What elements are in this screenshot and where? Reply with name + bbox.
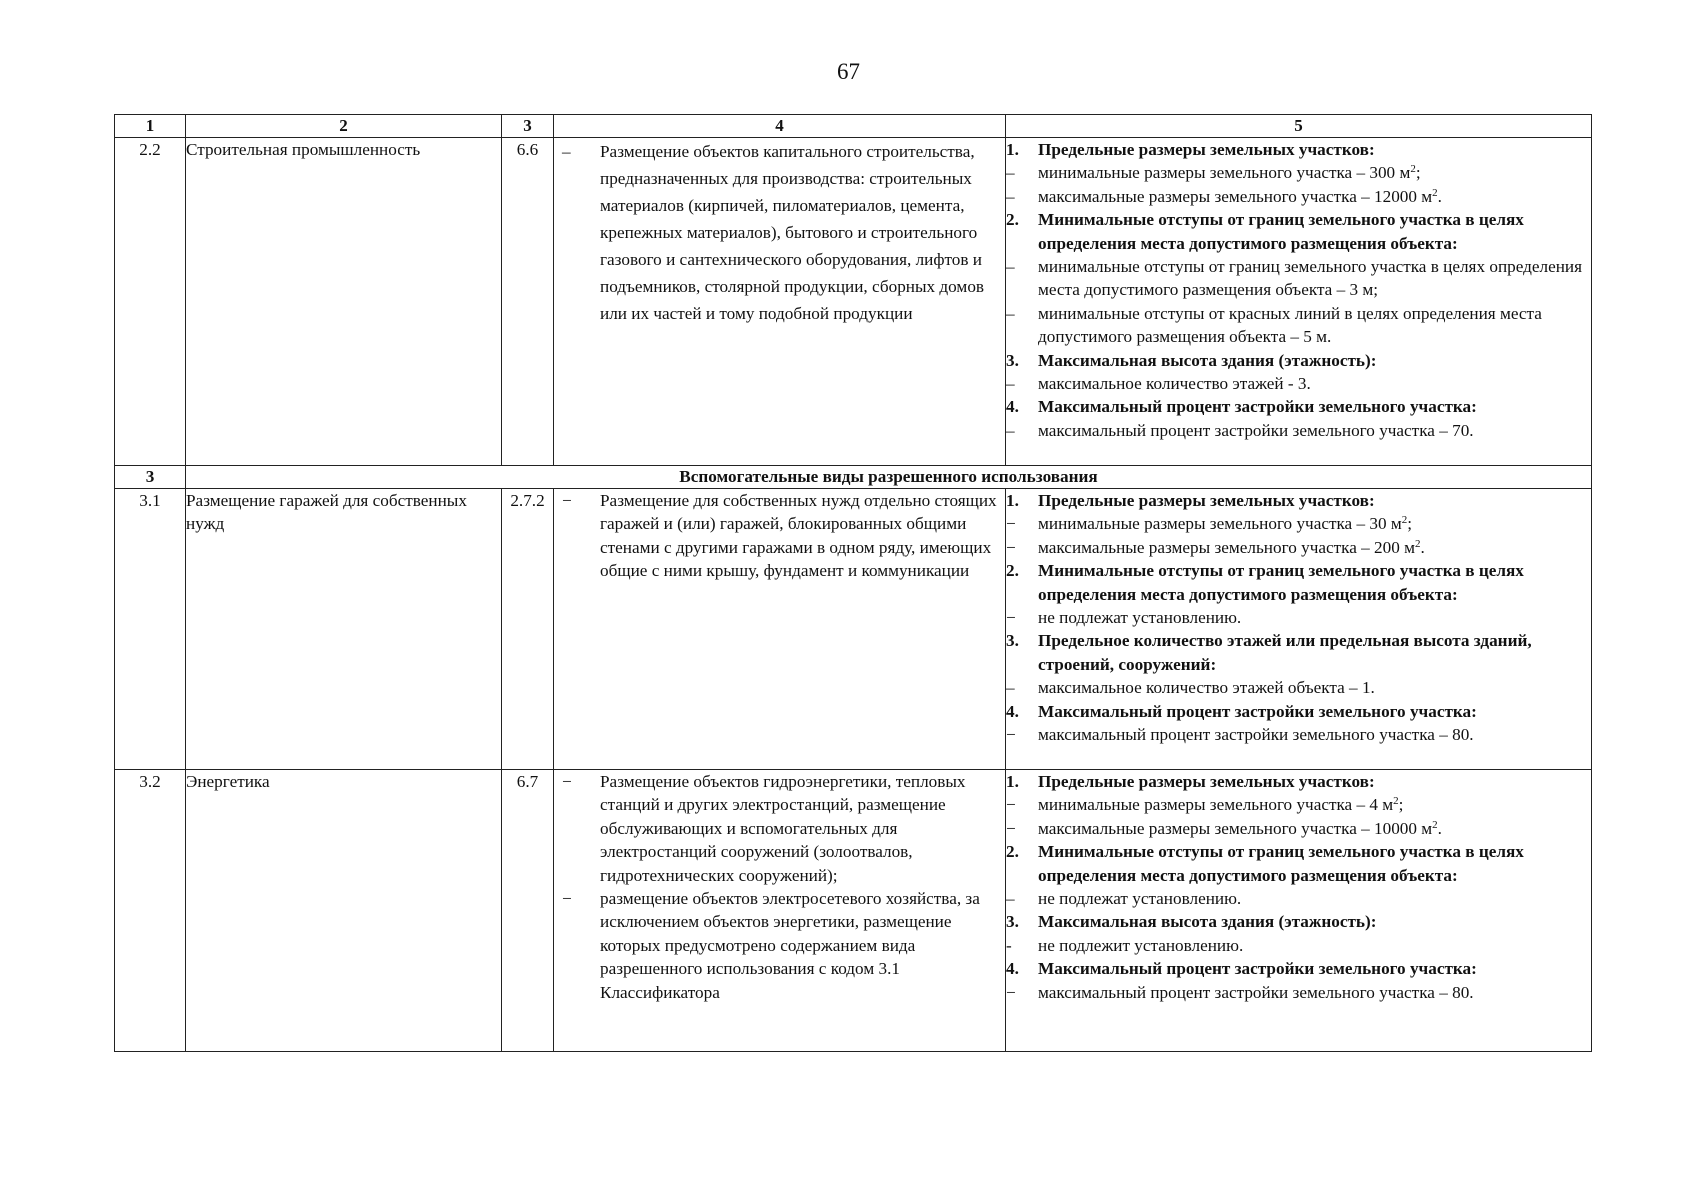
dash-marker: − bbox=[1006, 818, 1016, 838]
parameter-item bbox=[1006, 419, 1591, 442]
parameters-cell bbox=[1006, 489, 1592, 770]
parameter-text bbox=[1038, 395, 1591, 418]
parameter-text bbox=[1038, 793, 1591, 816]
parameter-text bbox=[1038, 887, 1591, 910]
dash-marker: − bbox=[1006, 725, 1016, 745]
parameter-text bbox=[1038, 723, 1591, 746]
description-item bbox=[554, 138, 1005, 327]
parameter-text bbox=[1038, 700, 1591, 723]
dash-marker: − bbox=[1006, 982, 1016, 1002]
column-header: 3 bbox=[502, 115, 554, 138]
superscript: 2 bbox=[1410, 163, 1416, 176]
parameter-text bbox=[1038, 302, 1591, 349]
parameter-text bbox=[1038, 676, 1591, 699]
description-text: Размещение для собственных нужд отдельно стоящих гаражей и (или) гаражей, блокированных общими стенами с другими гаражами в одном ряду, имеющих общие с ними крышу, фундамент и коммуникации bbox=[600, 491, 997, 581]
parameter-heading bbox=[1006, 770, 1591, 793]
dash-marker: – bbox=[1006, 420, 1015, 440]
dash-marker: − bbox=[1006, 537, 1016, 557]
parameter-text-main: максимальные размеры земельного участка – 10000 м bbox=[1038, 818, 1433, 838]
use-type-code: 6.6 bbox=[502, 138, 554, 466]
section-row bbox=[115, 466, 1592, 489]
parameter-heading bbox=[1006, 138, 1591, 161]
parameter-number: 4. bbox=[1006, 397, 1019, 417]
use-description bbox=[554, 770, 1006, 1052]
parameter-item bbox=[1006, 372, 1591, 395]
parameter-text bbox=[1038, 957, 1591, 980]
dash-marker: − bbox=[562, 491, 572, 510]
parameter-heading bbox=[1006, 629, 1591, 676]
dash-marker: − bbox=[562, 889, 572, 909]
parameter-heading bbox=[1006, 910, 1591, 933]
parameter-item bbox=[1006, 161, 1591, 184]
parameter-text-main: Минимальные отступы от границ земельного участка в целях определения места допустимого размещения объекта: bbox=[1038, 842, 1524, 885]
superscript: 2 bbox=[1432, 186, 1438, 199]
dash-marker: – bbox=[1006, 889, 1015, 909]
parameter-text bbox=[1038, 372, 1591, 395]
dash-marker: – bbox=[1006, 374, 1015, 394]
parameter-number: 2. bbox=[1006, 842, 1019, 862]
parameter-item bbox=[1006, 512, 1591, 535]
parameter-number: 2. bbox=[1006, 210, 1019, 230]
page-number: 67 bbox=[837, 59, 860, 84]
description-item bbox=[554, 770, 1005, 887]
parameter-text-tail: . bbox=[1420, 537, 1425, 557]
superscript: 2 bbox=[1432, 818, 1438, 831]
superscript: 2 bbox=[1393, 795, 1399, 808]
parameter-text bbox=[1038, 512, 1591, 535]
dash-marker: – bbox=[1006, 257, 1015, 277]
parameter-number: 3. bbox=[1006, 350, 1019, 370]
parameter-number: 1. bbox=[1006, 140, 1019, 159]
table-header-row bbox=[115, 115, 1592, 138]
parameter-text-tail: . bbox=[1437, 818, 1442, 838]
parameter-text-tail: ; bbox=[1415, 163, 1421, 183]
parameter-item bbox=[1006, 793, 1591, 816]
parameter-heading bbox=[1006, 957, 1591, 980]
parameter-text bbox=[1038, 770, 1591, 793]
parameter-text bbox=[1038, 208, 1591, 255]
parameter-text bbox=[1038, 419, 1591, 442]
use-type-name: Размещение гаражей для собственных нужд bbox=[186, 489, 502, 770]
parameter-text bbox=[1038, 606, 1591, 629]
use-description bbox=[554, 138, 1006, 466]
parameter-text-main: Минимальные отступы от границ земельного участка в целях определения места допустимого размещения объекта: bbox=[1038, 210, 1524, 253]
parameter-text-main: Максимальный процент застройки земельного участка: bbox=[1038, 959, 1477, 979]
parameter-text bbox=[1038, 138, 1591, 161]
parameter-number: 1. bbox=[1006, 491, 1019, 510]
parameter-item bbox=[1006, 185, 1591, 208]
use-type-code: 2.7.2 bbox=[502, 489, 554, 770]
parameter-text-main: не подлежат установлению. bbox=[1038, 889, 1242, 909]
parameter-text bbox=[1038, 934, 1591, 957]
dash-marker: – bbox=[1006, 163, 1015, 183]
parameters-cell bbox=[1006, 138, 1592, 466]
dash-marker: − bbox=[1006, 514, 1016, 534]
parameter-text-main: минимальные размеры земельного участка – 30 м bbox=[1038, 514, 1402, 534]
parameter-item bbox=[1006, 536, 1591, 559]
land-use-table bbox=[114, 114, 1592, 1052]
dash-marker: – bbox=[1006, 678, 1015, 698]
parameter-text-tail: . bbox=[1437, 186, 1442, 206]
table-row bbox=[115, 489, 1592, 770]
description-item bbox=[554, 489, 1005, 583]
dash-marker: − bbox=[562, 772, 572, 791]
dash-marker: – bbox=[1006, 303, 1015, 323]
parameter-text-main: Предельные размеры земельных участков: bbox=[1038, 772, 1375, 791]
parameter-text-main: максимальный процент застройки земельного участка – 80. bbox=[1038, 725, 1474, 745]
parameter-heading bbox=[1006, 349, 1591, 372]
dash-marker: – bbox=[1006, 186, 1015, 206]
column-header: 5 bbox=[1006, 115, 1592, 138]
parameter-text-main: Максимальная высота здания (этажность): bbox=[1038, 912, 1377, 932]
parameter-text-main: Максимальная высота здания (этажность): bbox=[1038, 350, 1377, 370]
parameter-text bbox=[1038, 559, 1591, 606]
parameter-text-main: Максимальный процент застройки земельного участка: bbox=[1038, 397, 1477, 417]
parameter-number: 2. bbox=[1006, 561, 1019, 581]
use-type-name: Энергетика bbox=[186, 770, 502, 1052]
use-type-code: 6.7 bbox=[502, 770, 554, 1052]
parameter-text-main: минимальные отступы от границ земельного участка в целях определения места допустимого размещения объекта – 3 м; bbox=[1038, 257, 1583, 300]
table-row bbox=[115, 770, 1592, 1052]
section-title: Вспомогательные виды разрешенного использования bbox=[186, 466, 1592, 489]
parameter-heading bbox=[1006, 700, 1591, 723]
parameter-number: 3. bbox=[1006, 631, 1019, 651]
parameter-text-main: максимальный процент застройки земельного участка – 70. bbox=[1038, 420, 1474, 440]
dash-marker: − bbox=[1006, 795, 1016, 815]
parameter-text-main: максимальные размеры земельного участка – 200 м bbox=[1038, 537, 1415, 557]
parameter-text-main: минимальные размеры земельного участка – 300 м bbox=[1038, 163, 1411, 183]
parameter-heading bbox=[1006, 840, 1591, 887]
parameter-text bbox=[1038, 185, 1591, 208]
parameter-text-main: Предельные размеры земельных участков: bbox=[1038, 140, 1375, 159]
parameter-item bbox=[1006, 302, 1591, 349]
row-number: 3.2 bbox=[115, 770, 186, 1052]
parameters-cell bbox=[1006, 770, 1592, 1052]
parameter-text-main: максимальное количество этажей - 3. bbox=[1038, 374, 1311, 394]
parameter-text bbox=[1038, 981, 1591, 1004]
use-description bbox=[554, 489, 1006, 770]
parameter-number: 4. bbox=[1006, 701, 1019, 721]
parameter-text bbox=[1038, 817, 1591, 840]
parameter-heading bbox=[1006, 489, 1591, 512]
parameter-item bbox=[1006, 981, 1591, 1004]
parameter-text bbox=[1038, 840, 1591, 887]
dash-marker: − bbox=[1006, 608, 1016, 628]
superscript: 2 bbox=[1401, 514, 1408, 527]
parameter-text-main: минимальные отступы от красных линий в целях определения места допустимого размещения объекта – 5 м. bbox=[1038, 303, 1542, 347]
superscript: 2 bbox=[1414, 537, 1421, 550]
parameter-text bbox=[1038, 910, 1591, 933]
column-header: 1 bbox=[115, 115, 186, 138]
section-number: 3 bbox=[115, 466, 186, 489]
parameter-text-main: Предельное количество этажей или предельная высота зданий, строений, сооружений: bbox=[1038, 631, 1532, 674]
parameter-item bbox=[1006, 887, 1591, 910]
parameter-text-main: максимальный процент застройки земельного участка – 80. bbox=[1038, 982, 1474, 1002]
parameter-text bbox=[1038, 536, 1591, 559]
parameter-item bbox=[1006, 676, 1591, 699]
description-text: размещение объектов электросетевого хозяйства, за исключением объектов энергетики, размещение которых предусмотрено содержанием вида разрешенного использования с кодом 3.1 Классификатора bbox=[600, 889, 980, 1002]
parameter-text bbox=[1038, 255, 1591, 302]
parameter-text-main: Максимальный процент застройки земельного участка: bbox=[1038, 701, 1477, 721]
parameter-text-main: максимальное количество этажей объекта – 1. bbox=[1038, 678, 1375, 698]
description-text: Размещение объектов гидроэнергетики, тепловых станций и других электростанций, размещение обслуживающих и вспомогательных для электростанций сооружений (золоотвалов, гидротехнических сооружений); bbox=[600, 772, 966, 885]
description-text: Размещение объектов капитального строительства, предназначенных для производства: строительных материалов (кирпичей, пиломатериалов, цемента, крепежных материалов), бытового и строительного газового и сантехнического оборудования, лифтов и подъемников, столярной продукции, сборных домов или их частей и тому подобной продукции bbox=[600, 142, 985, 323]
parameter-text-main: минимальные размеры земельного участка – 4 м bbox=[1038, 795, 1394, 815]
parameter-text-main: Минимальные отступы от границ земельного участка в целях определения места допустимого размещения объекта: bbox=[1038, 561, 1524, 604]
parameter-text-main: максимальные размеры земельного участка – 12000 м bbox=[1038, 186, 1433, 206]
parameter-text-tail: ; bbox=[1398, 795, 1404, 815]
parameter-text-main: не подлежит установлению. bbox=[1038, 935, 1244, 955]
column-header: 2 bbox=[186, 115, 502, 138]
parameter-item bbox=[1006, 723, 1591, 746]
parameter-text bbox=[1038, 349, 1591, 372]
parameter-item bbox=[1006, 255, 1591, 302]
dash-marker: – bbox=[562, 142, 571, 161]
parameter-number: 1. bbox=[1006, 772, 1019, 791]
parameter-heading bbox=[1006, 559, 1591, 606]
row-number: 2.2 bbox=[115, 138, 186, 466]
parameter-text bbox=[1038, 489, 1591, 512]
parameter-item bbox=[1006, 934, 1591, 957]
parameter-text-main: Предельные размеры земельных участков: bbox=[1038, 491, 1375, 510]
parameter-text bbox=[1038, 629, 1591, 676]
parameter-text-tail: ; bbox=[1407, 514, 1413, 534]
parameter-item bbox=[1006, 817, 1591, 840]
table-row bbox=[115, 138, 1592, 466]
column-header: 4 bbox=[554, 115, 1006, 138]
parameter-heading bbox=[1006, 395, 1591, 418]
use-type-name: Строительная промышленность bbox=[186, 138, 502, 466]
parameter-number: 3. bbox=[1006, 912, 1019, 932]
parameter-number: 4. bbox=[1006, 959, 1019, 979]
row-number: 3.1 bbox=[115, 489, 186, 770]
parameter-heading bbox=[1006, 208, 1591, 255]
parameter-text bbox=[1038, 161, 1591, 184]
dash-marker: - bbox=[1006, 935, 1012, 955]
parameter-item bbox=[1006, 606, 1591, 629]
description-item bbox=[554, 887, 1005, 1004]
parameter-text-main: не подлежат установлению. bbox=[1038, 608, 1242, 628]
